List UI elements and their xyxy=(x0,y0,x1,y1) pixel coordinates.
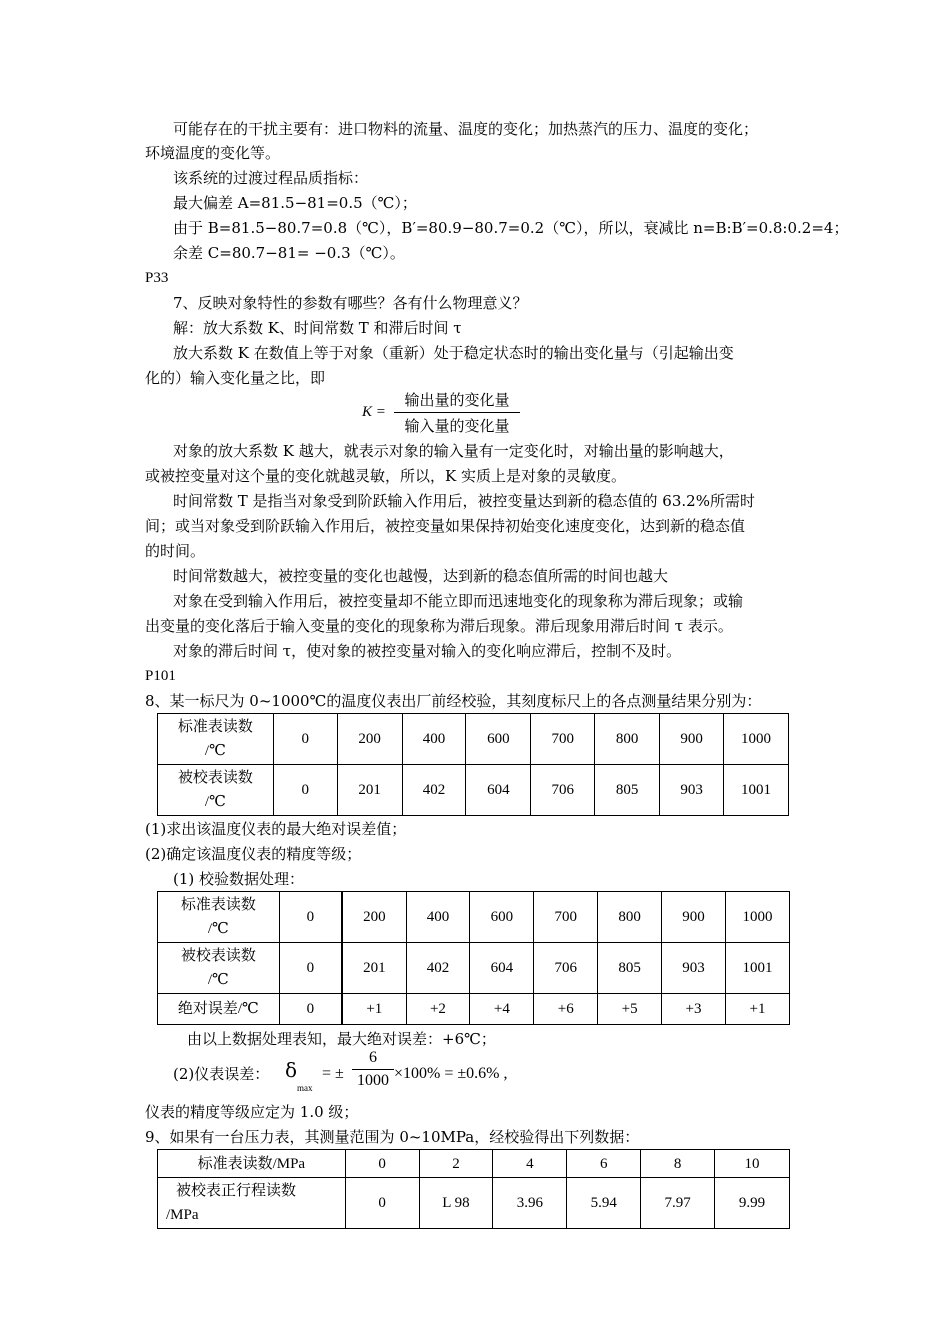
table-cell: 0 xyxy=(279,892,342,943)
accuracy-grade-text: 仪表的精度等级应定为 1.0 级； xyxy=(145,1103,359,1121)
table-cell: 800 xyxy=(595,714,660,765)
table-cell: 1000 xyxy=(725,892,789,943)
table-cell: 700 xyxy=(531,714,595,765)
table-cell: 0 xyxy=(345,1150,419,1178)
label-line: 被校表读数 xyxy=(177,770,253,786)
table-cell: 800 xyxy=(598,892,662,943)
delta-subscript: max xyxy=(297,1083,313,1093)
table-cell: 900 xyxy=(662,892,726,943)
intro-line-3: 该系统的过渡过程品质指标： xyxy=(173,169,369,187)
table-cell: 0 xyxy=(273,765,337,816)
table-cell: 903 xyxy=(660,765,724,816)
lag-para-3: 对象的滞后时间 τ，使对象的被控变量对输入的变化响应滞后，控制不及时。 xyxy=(173,642,682,660)
page-ref-p33: P33 xyxy=(145,270,169,286)
table-cell: +3 xyxy=(662,994,726,1025)
question-7: 7、反映对象特性的参数有哪些？各有什么物理意义？ xyxy=(173,294,528,312)
gain-formula-fraction xyxy=(394,389,520,436)
table-row xyxy=(158,943,790,994)
label-unit: /MPa xyxy=(166,1207,199,1223)
table-cell: 706 xyxy=(531,765,595,816)
table-cell: 706 xyxy=(534,943,598,994)
table-cell: 200 xyxy=(337,714,402,765)
table-row xyxy=(158,1178,790,1229)
error-formula-denominator: 1000 xyxy=(357,1072,389,1089)
row-label xyxy=(158,714,274,765)
gain-formula-denominator: 输入量的变化量 xyxy=(404,417,510,435)
table-row xyxy=(158,1150,790,1178)
table-cell: 805 xyxy=(595,765,660,816)
table-cell: 7.97 xyxy=(641,1178,715,1229)
label-unit: /℃ xyxy=(207,972,229,988)
row-label xyxy=(158,765,274,816)
page-ref-p101: P101 xyxy=(145,668,176,684)
question-8-part-2: (2)确定该温度仪表的精度等级； xyxy=(145,845,362,863)
calibration-table-2 xyxy=(157,891,790,1025)
table-cell: 4 xyxy=(493,1150,567,1178)
table-cell: +1 xyxy=(725,994,789,1025)
answer-7: 解：放大系数 K、时间常数 T 和滞后时间 τ xyxy=(173,319,462,337)
table-cell: 400 xyxy=(406,892,470,943)
gain-def-2: 化的）输入变化量之比，即 xyxy=(145,369,326,387)
table-cell: 903 xyxy=(662,943,726,994)
intro-line-5: 由于 B=81.5−80.7=0.8（℃），B′=80.9−80.7=0.2（℃），所以，衰减比 n=B:B′=0.8:0.2=4； xyxy=(173,219,849,237)
timeconst-para-3: 的时间。 xyxy=(145,542,206,560)
table-cell: 1000 xyxy=(724,714,789,765)
error-formula-fraction xyxy=(352,1049,394,1090)
lag-para-1: 对象在受到输入作用后，被控变量却不能立即而迅速地变化的现象称为滞后现象；或输 xyxy=(173,592,744,610)
pressure-table xyxy=(157,1149,790,1229)
table-cell: 0 xyxy=(279,943,342,994)
table-cell: 201 xyxy=(342,943,406,994)
intro-line-1: 可能存在的干扰主要有：进口物料的流量、温度的变化；加热蒸汽的压力、温度的变化； xyxy=(173,120,759,138)
label-line: 标准表读数 xyxy=(177,719,253,735)
timeconst-para-2: 间；或当对象受到阶跃输入作用后，被控变量如果保持初始变化速度变化，达到新的稳态值 xyxy=(145,517,746,535)
table-cell: 6 xyxy=(567,1150,641,1178)
gain-para-2: 或被控变量对这个量的变化就越灵敏，所以，K 实质上是对象的灵敏度。 xyxy=(145,467,626,485)
label-unit: /℃ xyxy=(204,794,226,810)
table-row xyxy=(158,765,789,816)
table-cell: 604 xyxy=(470,943,534,994)
calibration-table-1 xyxy=(157,713,789,816)
table-cell: L 98 xyxy=(419,1178,493,1229)
table-row xyxy=(158,892,790,943)
table-cell: +2 xyxy=(406,994,470,1025)
table-cell: 604 xyxy=(466,765,531,816)
label-line: 被校表读数 xyxy=(180,948,256,964)
table-row xyxy=(158,714,789,765)
question-8: 8、某一标尺为 0~1000℃的温度仪表出厂前经校验，其刻度标尺上的各点测量结果分别为： xyxy=(145,692,762,710)
row-label xyxy=(158,943,280,994)
timeconst-para-4: 时间常数越大，被控变量的变化也越慢，达到新的稳态值所需的时间也越大 xyxy=(173,567,669,585)
timeconst-para-1: 时间常数 T 是指当对象受到阶跃输入作用后，被控变量达到新的稳态值的 63.2%所需时 xyxy=(173,492,755,510)
table-cell: 0 xyxy=(273,714,337,765)
gain-def-1: 放大系数 K 在数值上等于对象（重新）处于稳定状态时的输出变化量与（引起输出变 xyxy=(173,344,734,362)
table-cell: 5.94 xyxy=(567,1178,641,1229)
table-cell: +1 xyxy=(342,994,406,1025)
table-cell: 700 xyxy=(534,892,598,943)
table-cell: 0 xyxy=(279,994,342,1025)
row-label xyxy=(158,892,280,943)
label-unit: /℃ xyxy=(204,743,226,759)
gain-formula-lhs: K = xyxy=(362,404,386,420)
error-formula-numerator: 6 xyxy=(369,1049,377,1066)
intro-line-6: 余差 C=80.7−81= −0.3（℃）。 xyxy=(173,244,405,262)
table-row xyxy=(158,994,790,1025)
label-line: 标准表读数 xyxy=(180,897,256,913)
lag-para-2: 出变量的变化落后于输入变量的变化的现象称为滞后现象。滞后现象用滞后时间 τ 表示。 xyxy=(145,617,733,635)
label-line: 被校表正行程读数 xyxy=(176,1183,297,1199)
row-label: 标准表读数/MPa xyxy=(158,1150,346,1178)
max-error-text: 由以上数据处理表知，最大绝对误差：+6℃； xyxy=(187,1030,496,1048)
table-cell: 0 xyxy=(345,1178,419,1229)
table-cell: 600 xyxy=(466,714,531,765)
table-cell: +5 xyxy=(598,994,662,1025)
error-formula-tail: ×100% = ±0.6% , xyxy=(394,1065,508,1082)
intro-line-2: 环境温度的变化等。 xyxy=(145,144,281,162)
table-cell: 10 xyxy=(715,1150,790,1178)
table-cell: 9.99 xyxy=(715,1178,790,1229)
table-cell: 900 xyxy=(660,714,724,765)
question-9: 9、如果有一台压力表，其测量范围为 0~10MPa，经校验得出下列数据： xyxy=(145,1128,640,1146)
intro-line-4: 最大偏差 A=81.5−81=0.5（℃）； xyxy=(173,194,417,212)
label-unit: /℃ xyxy=(207,921,229,937)
table-cell: 400 xyxy=(402,714,466,765)
table-cell: 402 xyxy=(406,943,470,994)
gain-formula-numerator: 输出量的变化量 xyxy=(404,391,510,409)
table-cell: 3.96 xyxy=(493,1178,567,1229)
solution-step-1: (1) 校验数据处理： xyxy=(173,870,305,888)
table-cell: 2 xyxy=(419,1150,493,1178)
error-formula-eq: = ± xyxy=(322,1065,344,1082)
row-label xyxy=(158,1178,346,1229)
table-cell: 1001 xyxy=(725,943,789,994)
error-formula-label: (2)仪表误差： xyxy=(173,1065,270,1083)
table-cell: 1001 xyxy=(724,765,789,816)
table-cell: 805 xyxy=(598,943,662,994)
gain-para-1: 对象的放大系数 K 越大，就表示对象的输入量有一定变化时，对输出量的影响越大， xyxy=(173,442,734,460)
question-8-part-1: (1)求出该温度仪表的最大绝对误差值； xyxy=(145,820,407,838)
table-cell: +4 xyxy=(470,994,534,1025)
table-cell: +6 xyxy=(534,994,598,1025)
table-cell: 402 xyxy=(402,765,466,816)
row-label: 绝对误差/℃ xyxy=(158,994,280,1025)
table-cell: 200 xyxy=(342,892,406,943)
table-cell: 8 xyxy=(641,1150,715,1178)
table-cell: 201 xyxy=(337,765,402,816)
delta-symbol: δ xyxy=(285,1058,298,1082)
table-cell: 600 xyxy=(470,892,534,943)
